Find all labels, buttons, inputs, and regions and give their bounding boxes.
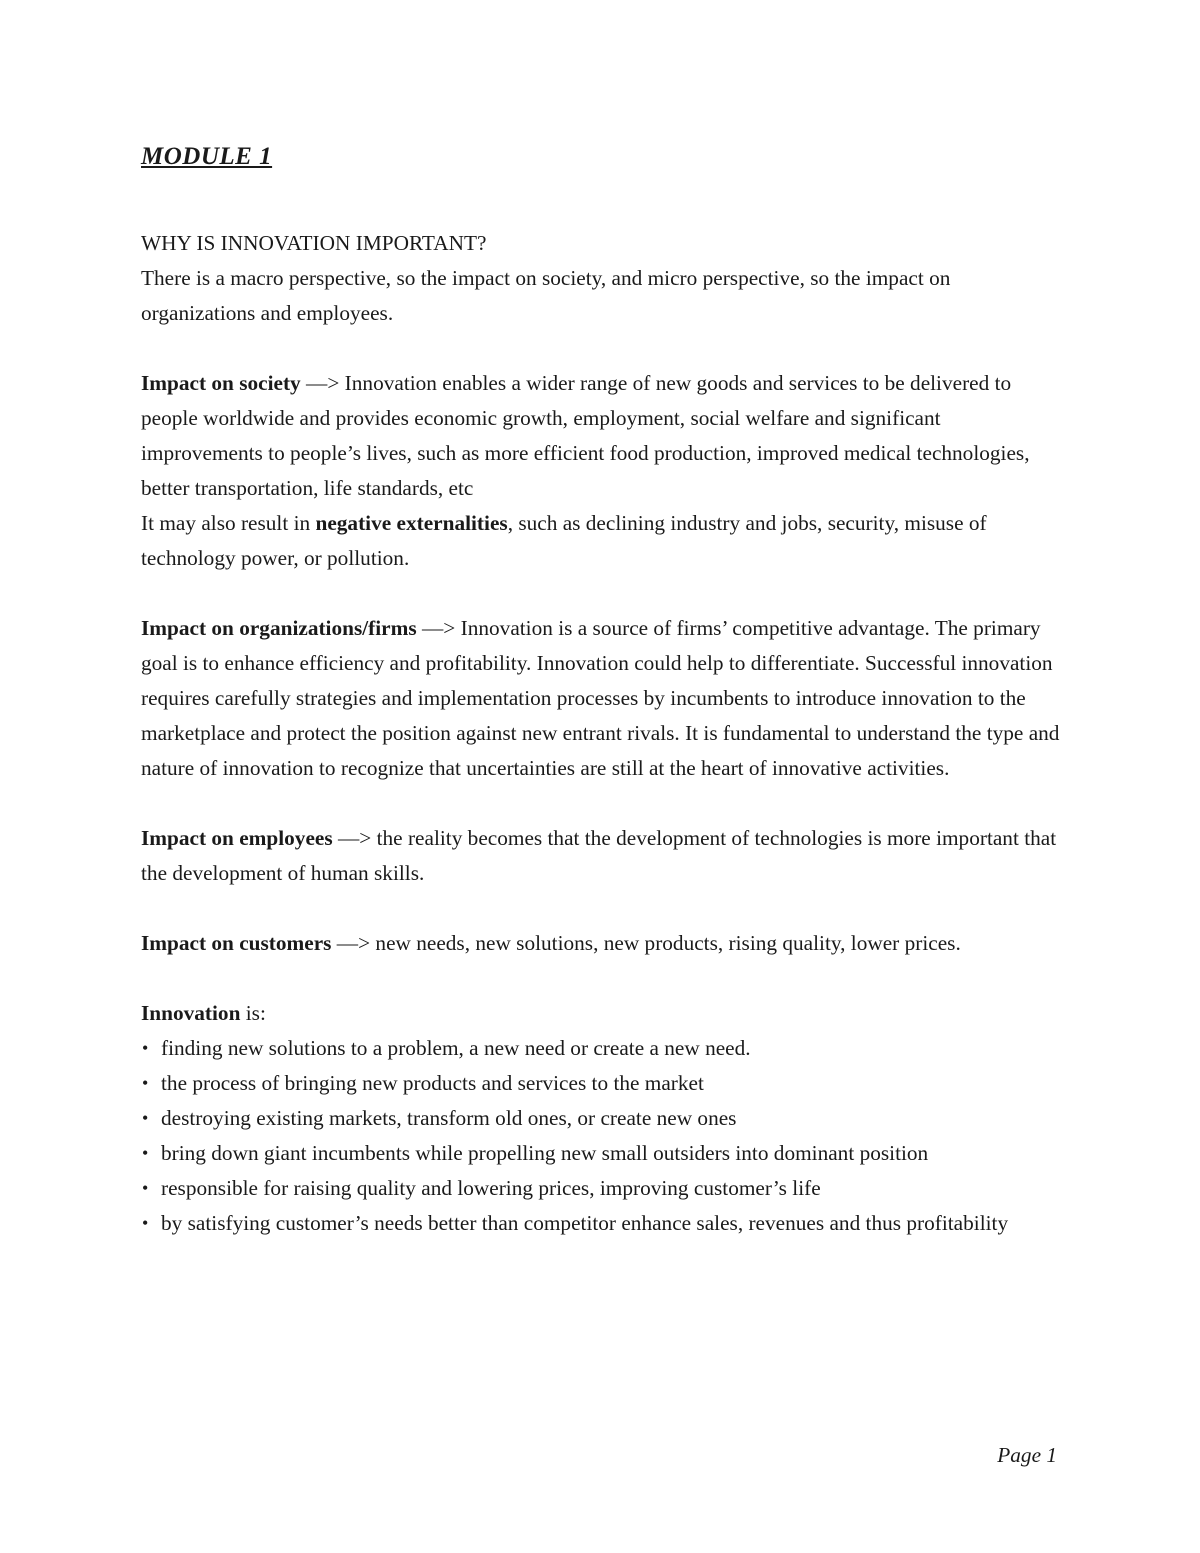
negative-suffix: , such as declining industry and jobs, security, misuse of technology power, or pollution. [141, 511, 987, 570]
negative-externalities-label: negative externalities [315, 511, 508, 535]
document-page [141, 140, 1066, 1241]
innovation-label: Innovation [141, 1001, 241, 1025]
list-item [141, 1206, 1066, 1241]
module-title: MODULE 1 [141, 143, 273, 170]
intro-paragraph: There is a macro perspective, so the impact on society, and micro perspective, so the impact on organizations and employees. [141, 266, 951, 325]
negative-prefix: It may also result in [141, 511, 316, 535]
list-item [141, 1031, 1066, 1066]
section-question: WHY IS INNOVATION IMPORTANT? [141, 231, 487, 255]
list-item-text: responsible for raising quality and lowering prices, improving customer’s life [161, 1176, 821, 1200]
bullet-icon: • [142, 1213, 149, 1233]
list-item-text: destroying existing markets, transform old ones, or create new ones [161, 1106, 737, 1130]
list-item-text: bring down giant incumbents while propelling new small outsiders into dominant position [161, 1141, 929, 1165]
innovation-suffix: is: [240, 1001, 266, 1025]
employees-label: Impact on employees [141, 826, 333, 850]
bullet-icon: • [142, 1143, 149, 1163]
bullet-icon: • [142, 1108, 149, 1128]
bullet-icon: • [142, 1038, 149, 1058]
society-label: Impact on society [141, 371, 301, 395]
employees-text: —> the reality becomes that the development of technologies is more important that the development of human skills. [141, 826, 1057, 885]
customers-text: —> new needs, new solutions, new products, rising quality, lower prices. [331, 931, 961, 955]
innovation-list [141, 1031, 1066, 1241]
list-item [141, 1101, 1066, 1136]
spacer [141, 576, 1066, 611]
list-item [141, 1066, 1066, 1101]
spacer [141, 331, 1066, 366]
customers-paragraph [141, 926, 1066, 961]
list-item-text: the process of bringing new products and services to the market [161, 1071, 704, 1095]
innovation-heading [141, 996, 1066, 1031]
page-number: Page 1 [997, 1443, 1057, 1467]
bullet-icon: • [142, 1178, 149, 1198]
firms-paragraph [141, 611, 1066, 786]
society-paragraph [141, 366, 1066, 506]
spacer [141, 961, 1066, 996]
customers-label: Impact on customers [141, 931, 332, 955]
bullet-icon: • [142, 1073, 149, 1093]
negative-externalities-paragraph [141, 506, 1066, 576]
spacer [141, 891, 1066, 926]
list-item-text: by satisfying customer’s needs better than competitor enhance sales, revenues and thus profitability [161, 1211, 1009, 1235]
list-item [141, 1136, 1066, 1171]
list-item [141, 1171, 1066, 1206]
employees-paragraph [141, 821, 1066, 891]
society-text: —> Innovation enables a wider range of new goods and services to be delivered to people worldwide and provides economic growth, employment, social welfare and significant improvements to people’s lives, such as more efficient food production, improved medical technologies, better transportation, life standards, etc [141, 371, 1030, 500]
firms-text: —> Innovation is a source of firms’ competitive advantage. The primary goal is to enhance efficiency and profitability. Innovation could help to differentiate. Successful innovation requires carefully strategies and implementation processes by incumbents to introduce innovation to the marketplace and protect the position against new entrant rivals. It is fundamental to understand the type and nature of innovation to recognize that uncertainties are still at the heart of innovative activities. [141, 616, 1060, 780]
list-item-text: finding new solutions to a problem, a new need or create a new need. [161, 1036, 751, 1060]
spacer [141, 786, 1066, 821]
firms-label: Impact on organizations/firms [141, 616, 417, 640]
